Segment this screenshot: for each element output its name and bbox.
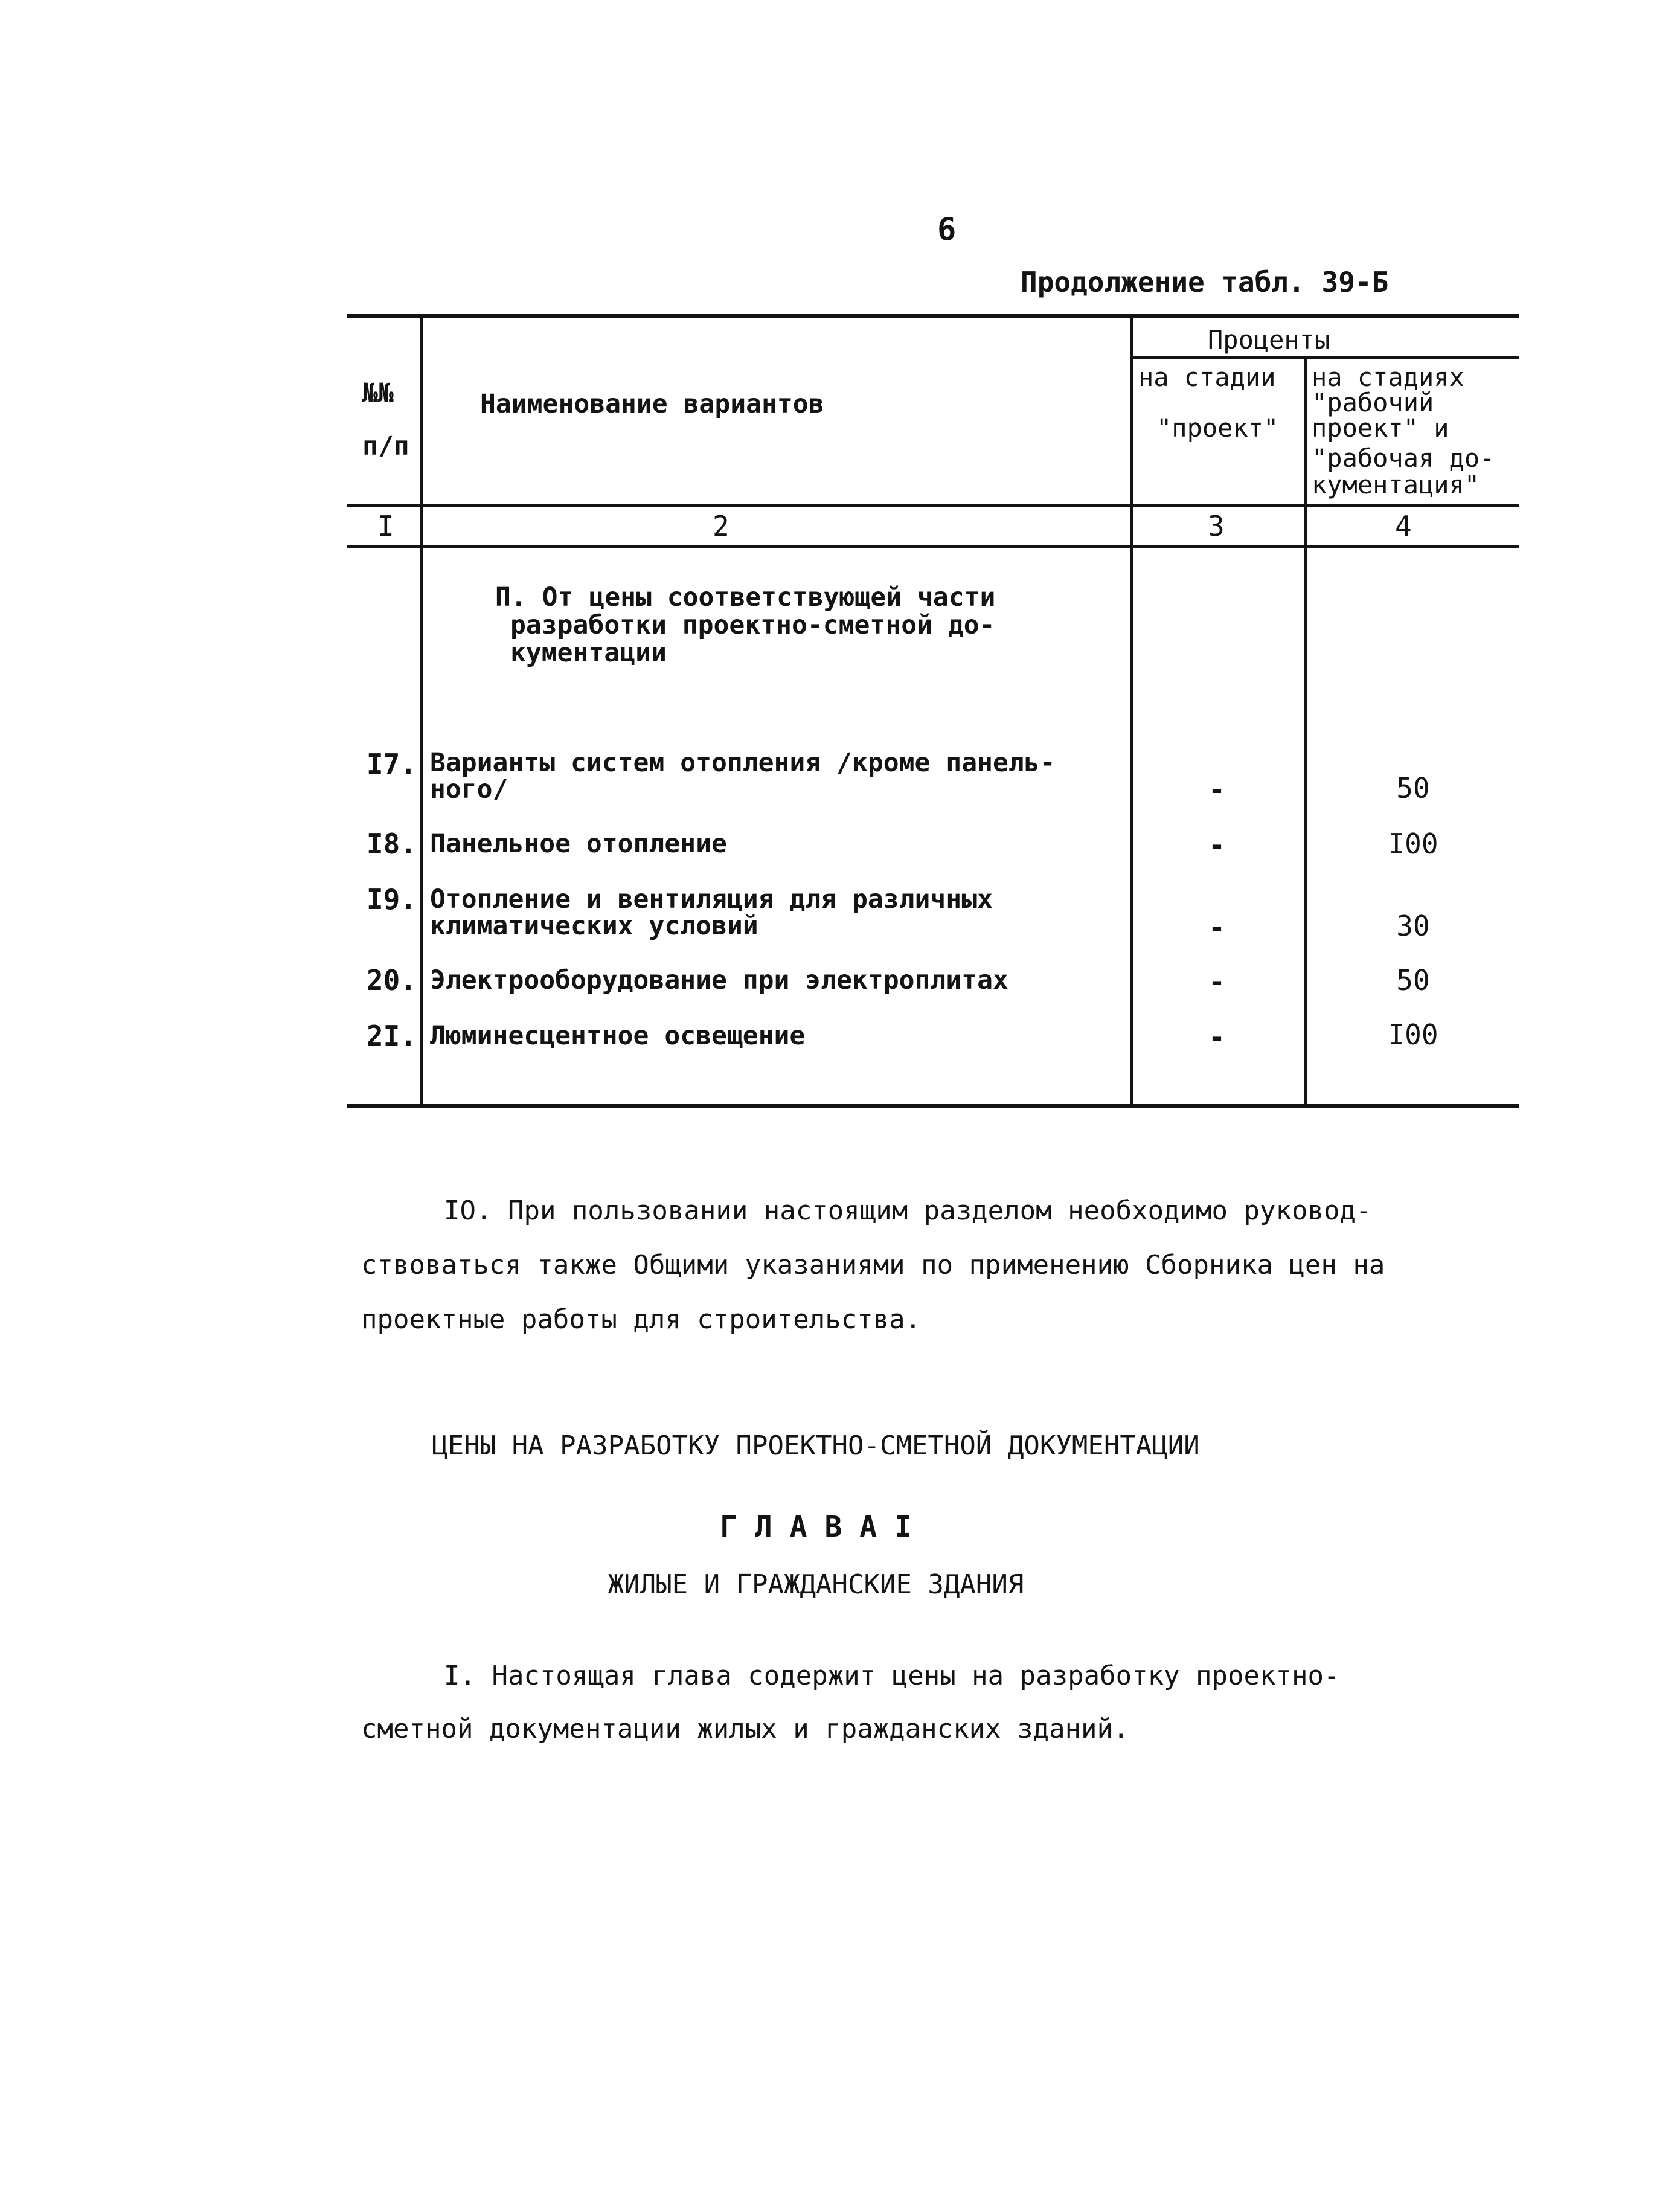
row-stage-working: I00 — [1388, 827, 1438, 860]
page-number: 6 — [937, 211, 957, 248]
header-stage-project-line-2: "проект" — [1156, 413, 1279, 443]
row-name-line: Люминесцентное освещение — [430, 1021, 806, 1051]
header-name: Наименование вариантов — [480, 389, 824, 419]
header-stage-working-line-3: проект" и — [1312, 413, 1449, 443]
paragraph-10-line-1: IO. При пользовании настоящим разделом необходимо руковод- — [444, 1195, 1372, 1226]
row-stage-project: - — [1208, 1021, 1225, 1053]
section-title-line-1: П. От цены соответствующей части — [495, 582, 996, 612]
col-numbers-rule — [347, 545, 1519, 548]
col-number-1: I — [377, 510, 394, 542]
header-percent-group: Проценты — [1208, 325, 1330, 355]
paragraph-1-line-2: сметной документации жилых и гражданских зданий. — [361, 1714, 1129, 1744]
chapter-heading: Г Л А В А I — [720, 1510, 912, 1544]
row-stage-project: - — [1208, 965, 1225, 998]
paragraph-10-line-3: проектные работы для строительства. — [361, 1304, 922, 1335]
row-stage-project: - — [1208, 829, 1225, 861]
row-stage-project: - — [1208, 773, 1225, 806]
paragraph-10-line-2: ствоваться также Общими указаниями по применению Сборника цен на — [361, 1250, 1385, 1280]
col-divider-2 — [1130, 314, 1133, 1107]
col-divider-1 — [420, 314, 423, 1107]
section-title-line-2: разработки проектно-сметной до- — [510, 610, 995, 640]
table-top-rule — [347, 314, 1519, 318]
chapter-title: ЖИЛЫЕ И ГРАЖДАНСКИЕ ЗДАНИЯ — [608, 1569, 1024, 1600]
row-name-line: Отопление и вентиляция для различных — [430, 884, 993, 914]
col-number-3: 3 — [1208, 510, 1225, 542]
paragraph-1-line-1: I. Настоящая глава содержит цены на разработку проектно- — [444, 1660, 1340, 1691]
col-number-4: 4 — [1395, 510, 1412, 542]
percent-group-rule — [1132, 356, 1519, 359]
header-stage-working-line-1: на стадиях — [1312, 362, 1464, 392]
row-number: I8. — [366, 827, 417, 860]
header-num-line-1: №№ — [362, 378, 394, 408]
row-stage-working: 50 — [1396, 964, 1430, 997]
table-bottom-rule — [347, 1104, 1519, 1108]
row-name-line: Варианты систем отопления /кроме панель- — [430, 748, 1056, 778]
col-number-2: 2 — [713, 510, 729, 542]
row-name-line: ного/ — [430, 774, 508, 805]
row-name-line: Электрооборудование при электроплитах — [430, 965, 1008, 995]
section-title-line-3: кументации — [510, 638, 667, 668]
header-stage-project-line-1: на стадии — [1138, 362, 1276, 392]
header-bottom-rule — [347, 504, 1519, 507]
header-stage-working-line-5: кументация" — [1312, 470, 1480, 500]
table-caption: Продолжение табл. 39-Б — [1021, 266, 1389, 298]
row-number: I9. — [366, 883, 417, 916]
row-number: 2I. — [366, 1020, 417, 1052]
header-num-line-2: п/п — [362, 431, 409, 461]
row-number: 20. — [366, 964, 417, 997]
row-number: I7. — [366, 748, 417, 780]
row-stage-working: 50 — [1396, 772, 1430, 805]
row-stage-project: - — [1208, 911, 1225, 943]
row-stage-working: I00 — [1388, 1018, 1438, 1051]
row-name-line: климатических условий — [430, 911, 758, 941]
prices-heading: ЦЕНЫ НА РАЗРАБОТКУ ПРОЕКТНО-СМЕТНОЙ ДОКУМЕНТАЦИИ — [432, 1430, 1200, 1461]
col-divider-3 — [1304, 358, 1307, 1107]
header-stage-working-line-2: "рабочий — [1312, 388, 1434, 417]
row-stage-working: 30 — [1396, 910, 1430, 942]
header-stage-working-line-4: "рабочая до- — [1312, 443, 1495, 473]
row-name-line: Панельное отопление — [430, 829, 727, 859]
